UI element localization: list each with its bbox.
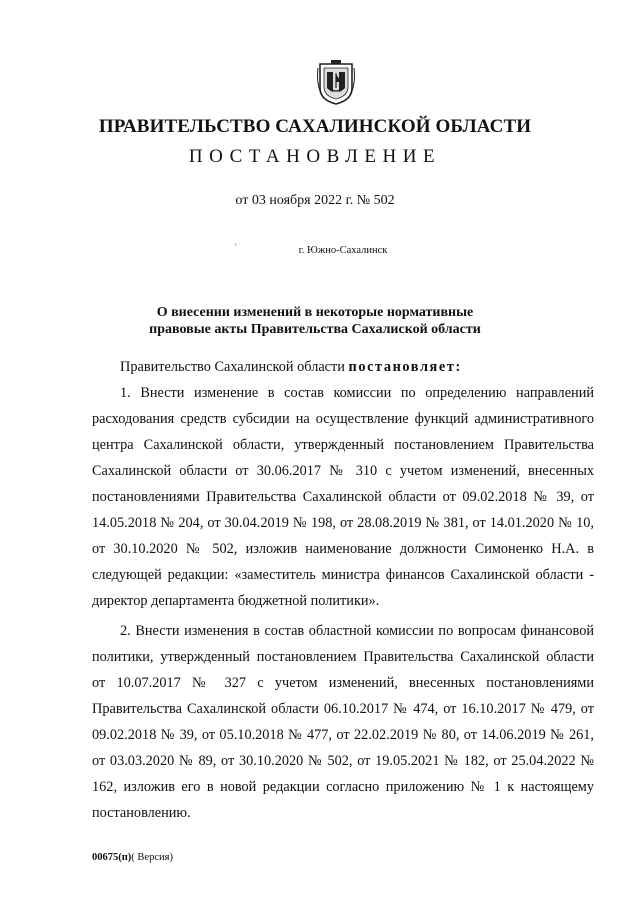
document-body bbox=[92, 354, 594, 826]
organization-title: ПРАВИТЕЛЬСТВО САХАЛИНСКОЙ ОБЛАСТИ bbox=[98, 116, 532, 137]
subject-line-1: О внесении изменений в некоторые нормативные bbox=[156, 305, 474, 320]
document-date-number: от 03 ноября 2022 г. № 502 bbox=[235, 193, 395, 208]
document-code: 00675(п) bbox=[92, 852, 132, 863]
coat-of-arms-icon bbox=[316, 58, 356, 106]
document-footer bbox=[92, 852, 173, 863]
document-subject bbox=[0, 304, 630, 338]
document-type: ПОСТАНОВЛЕНИЕ bbox=[188, 146, 442, 167]
intro-paragraph bbox=[92, 354, 594, 380]
intro-text: Правительство Сахалинской области bbox=[120, 359, 349, 375]
city-label: г. Южно-Сахалинск bbox=[298, 245, 388, 256]
stray-mark: ' bbox=[235, 242, 237, 252]
subject-line-2: правовые акты Правительства Сахалиской области bbox=[149, 322, 481, 337]
intro-resolves: постановляет: bbox=[348, 359, 462, 375]
paragraph-1: 1. Внести изменение в состав комиссии по определению направлений расходования средств субсидии на осуществление функций административного центра Сахалинской области, утвержденный постановлением Правительства Сахалинской области от 30.06.2017 № 310 с учетом изменений, внесенных постановлениями Правительства Сахалинской области от 09.02.2018 № 39, от 14.05.2018 № 204, от 30.04.2019 № 198, от 28.08.2019 № 381, от 14.01.2020 № 10, от 30.10.2020 № 502, изложив наименование должности Симоненко Н.А. в следующей редакции: «заместитель министра финансов Сахалинской области - директор департамента бюджетной политики». bbox=[92, 385, 594, 609]
paragraph-2: 2. Внести изменения в состав областной комиссии по вопросам финансовой политики, утвержденный постановлением Правительства Сахалинской области от 10.07.2017 № 327 с учетом изменений, внесенных постановлениями Правительства Сахалинской области 06.10.2017 № 474, от 16.10.2017 № 479, от 09.02.2018 № 39, от 05.10.2018 № 477, от 22.02.2019 № 80, от 14.06.2019 № 261, от 03.03.2020 № 89, от 30.10.2020 № 502, от 19.05.2021 № 182, от 25.04.2022 № 162, изложив его в новой редакции согласно приложению № 1 к настоящему постановлению. bbox=[92, 623, 594, 821]
document-version: ( Версия) bbox=[131, 852, 173, 863]
